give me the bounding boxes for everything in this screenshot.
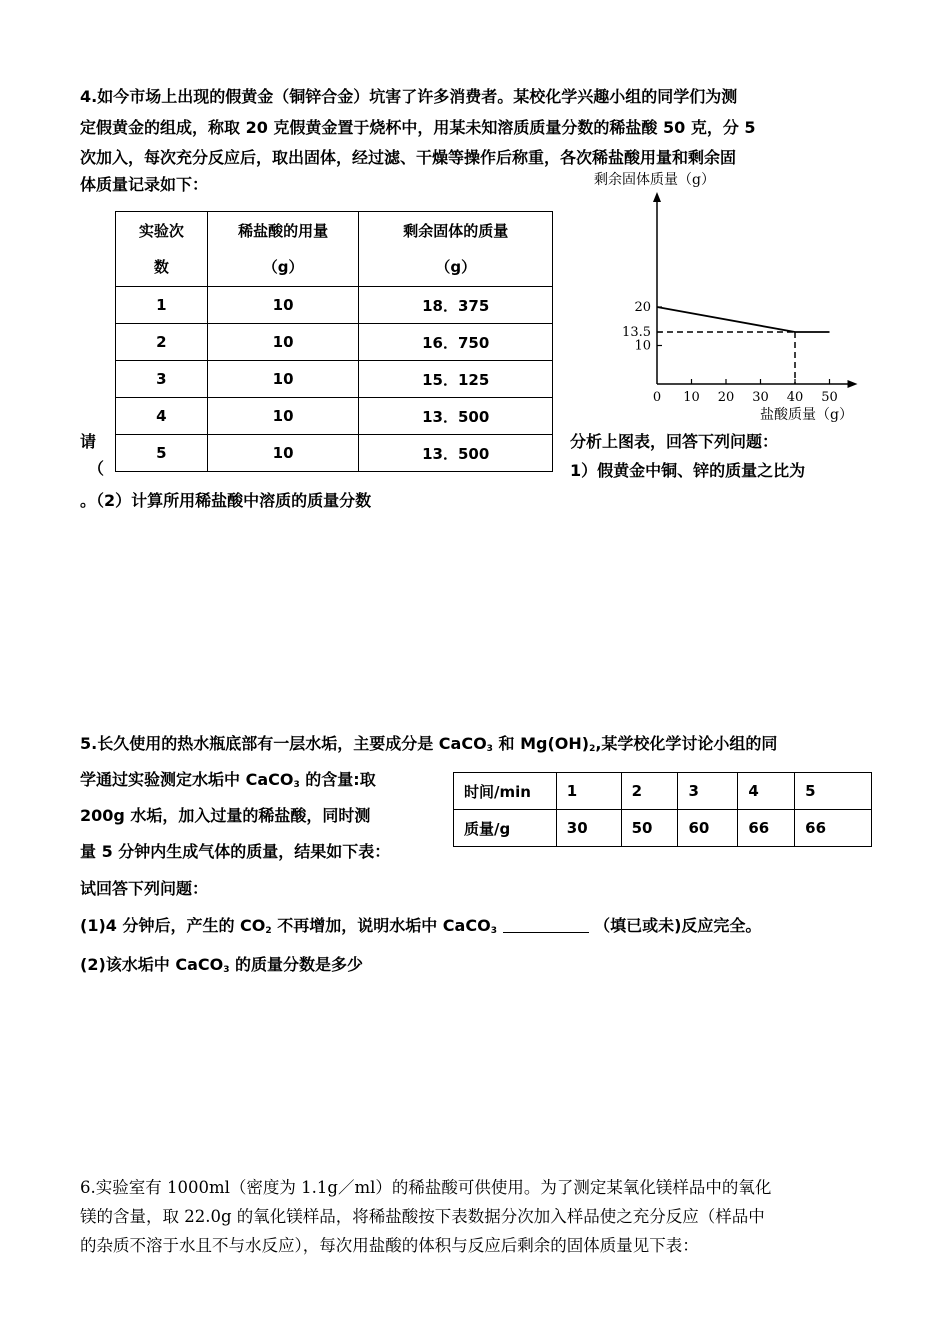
table-cell: 10: [207, 361, 359, 398]
chart-x-tick-label: 10: [683, 390, 700, 405]
table-row: [116, 398, 553, 435]
chart-y-tick-label: 20: [634, 300, 651, 315]
chart-y-axis-arrow: [653, 192, 661, 202]
q4-mass-chart: [586, 168, 876, 428]
table-cell: 10: [207, 324, 359, 361]
q5-subquestion-1: (1)4 分钟后，产生的 $CO_2$ 不再增加，说明水垢中 CaCO$_3$ （填已或未)反应完全。: [80, 916, 762, 936]
q5-answer-blank[interactable]: [503, 916, 589, 933]
chart-x-tick-label: 40: [786, 390, 804, 405]
chart-x-tick-label: 20: [717, 390, 735, 405]
q4-text-line-3: 次加入，每次充分反应后，取出固体，经过滤、干燥等操作后称重，各次稀盐酸用量和剩余固: [80, 148, 737, 167]
table-cell: 30: [556, 810, 621, 847]
table-cell: 13．500: [359, 435, 553, 472]
table-cell: 质量/g: [454, 810, 557, 847]
q4-right-text-1: 分析上图表，回答下列问题：: [570, 432, 779, 451]
table-cell: 60: [678, 810, 738, 847]
table-cell: 2: [621, 773, 678, 810]
q4-header-acid: 稀盐酸的用量 （g）: [207, 212, 359, 287]
table-cell: 时间/min: [454, 773, 557, 810]
chart-y-tick-label: 13.5: [622, 325, 651, 341]
q4-question-2: 。（2）计算所用稀盐酸中溶质的质量分数: [80, 491, 372, 510]
q4-text-line-2: 定假黄金的组成，称取 20 克假黄金置于烧杯中，用某未知溶质质量分数的稀盐酸 50 克，分 5: [80, 118, 756, 137]
q5-text-line-3: 200g 水垢，加入过量的稀盐酸，同时测: [80, 806, 371, 825]
table-cell: 3: [116, 361, 208, 398]
table-cell: 3: [678, 773, 738, 810]
table-row: [454, 810, 872, 847]
chart-y-tick-label: 10: [634, 338, 651, 354]
q5-text-line-2: 学通过实验测定水垢中 CaCO$_3$ 的含量:取: [80, 770, 376, 790]
table-cell: 15．125: [359, 361, 553, 398]
q4-text-line-4: 体质量记录如下：: [80, 175, 209, 194]
table-cell: 1: [116, 287, 208, 324]
table-cell: 66: [738, 810, 795, 847]
table-cell: 5: [116, 435, 208, 472]
table-cell: 18．375: [359, 287, 553, 324]
table-row: [454, 773, 872, 810]
chart-y-axis-label: 剩余固体质量（g）: [594, 172, 715, 188]
table-row: [116, 361, 553, 398]
table-cell: 4: [116, 398, 208, 435]
q5-text-line-4: 量 5 分钟内生成气体的质量，结果如下表：: [80, 842, 391, 861]
table-row: [116, 287, 553, 324]
table-cell: 10: [207, 435, 359, 472]
q4-left-char-please: 请: [80, 432, 97, 451]
q4-text-line-1: 4.如今市场上出现的假黄金（铜锌合金）坑害了许多消费者。某校化学兴趣小组的同学们为测: [80, 87, 738, 106]
q5-subquestion-2: (2)该水垢中 CaCO$_3$ 的质量分数是多少: [80, 955, 364, 975]
q5-text-line-1: 5.长久使用的热水瓶底部有一层水垢，主要成分是 CaCO$_3$ 和 $Mg(OH)_2$,某学校化学讨论小组的同: [80, 734, 778, 754]
table-cell: 66: [795, 810, 872, 847]
table-cell: 4: [738, 773, 795, 810]
q4-right-text-2: 1）假黄金中铜、锌的质量之比为: [570, 461, 806, 480]
q6-text-line-3: 的杂质不溶于水且不与水反应），每次用盐酸的体积与反应后剩余的固体质量见下表：: [80, 1236, 699, 1255]
chart-x-tick-label: 0: [652, 390, 662, 405]
table-cell: 5: [795, 773, 872, 810]
table-cell: 50: [621, 810, 678, 847]
q5-text-line-5: 试回答下列问题：: [80, 879, 209, 898]
table-cell: 1: [556, 773, 621, 810]
q4-data-table: [115, 211, 553, 472]
table-cell: 16．750: [359, 324, 553, 361]
q6-text-line-1: 6.实验室有 1000ml（密度为 1.1g／ml）的稀盐酸可供使用。为了测定某氧化镁样品中的氧化: [80, 1178, 772, 1197]
q4-table-header-row: [116, 212, 553, 287]
q4-left-char-paren: （: [88, 459, 105, 478]
chart-x-axis-arrow: [848, 380, 858, 388]
table-cell: 13．500: [359, 398, 553, 435]
chart-series-line: [657, 307, 830, 332]
q4-header-solid: 剩余固体的质量 （g）: [359, 212, 553, 287]
q6-text-line-2: 镁的含量，取 22.0g 的氧化镁样品，将稀盐酸按下表数据分次加入样品使之充分反应（样品中: [80, 1207, 765, 1226]
chart-x-tick-label: 30: [752, 390, 769, 405]
chart-x-axis-label: 盐酸质量（g）: [760, 407, 853, 423]
table-cell: 10: [207, 398, 359, 435]
table-row: [116, 324, 553, 361]
q5-data-table: [453, 772, 872, 847]
table-cell: 2: [116, 324, 208, 361]
table-cell: 10: [207, 287, 359, 324]
table-row: [116, 435, 553, 472]
q4-header-trial: 实验次 数: [116, 212, 208, 287]
chart-x-tick-label: 50: [821, 390, 838, 405]
